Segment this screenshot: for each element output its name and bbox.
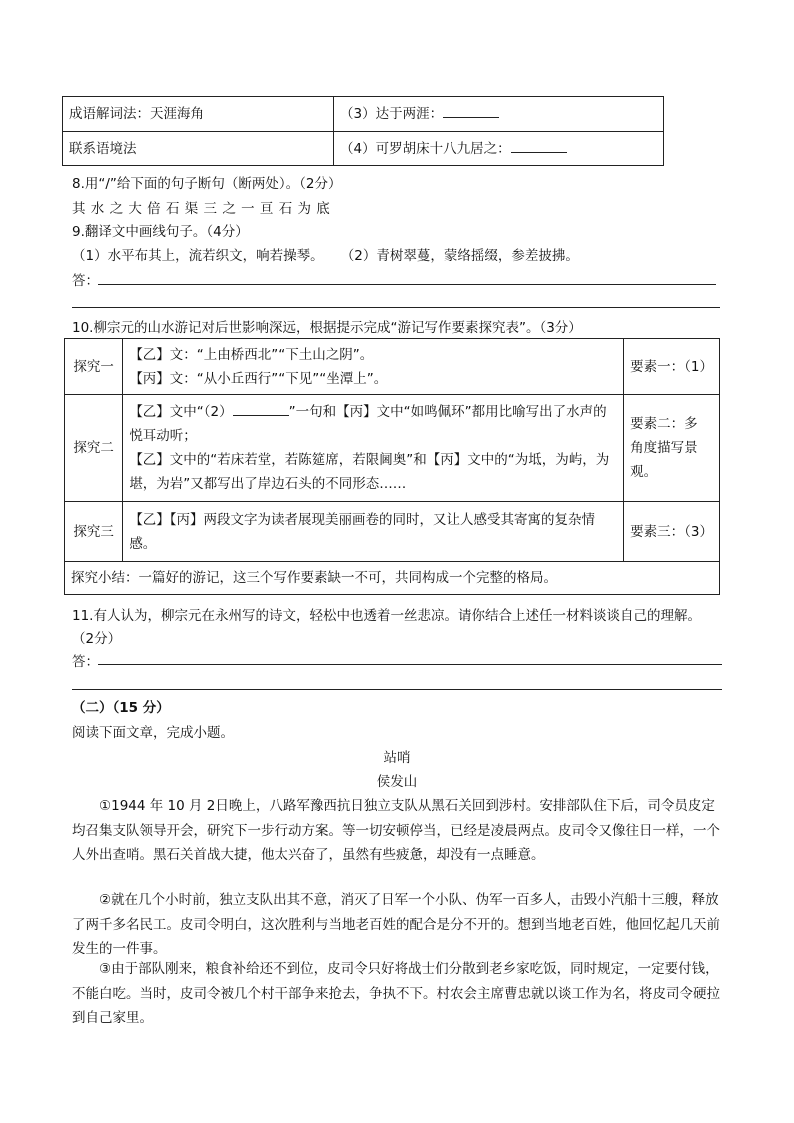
explore-line: 感。 [129,535,157,552]
explore-table [64,338,720,595]
explore-element [624,395,720,502]
explore-element-line: 角度描写景 [630,440,698,456]
explore-label: 探究一 [65,339,123,395]
q11-score: （2分） [72,631,122,647]
q9-answer-line-2[interactable] [72,307,720,308]
idiom-table-cell [334,132,664,166]
q9-answer-line-1[interactable] [98,284,716,285]
q11-answer-line-2[interactable] [72,689,722,690]
answer-blank[interactable] [233,402,289,416]
explore-content [123,395,624,502]
q11-answer-label: 答： [72,654,99,670]
explore-content [123,502,624,562]
idiom-table [62,96,664,166]
idiom-prompt: （4）可罗胡床十八九居之： [340,140,511,157]
section-instruction: 阅读下面文章，完成小题。 [72,725,234,741]
explore-content [123,339,624,395]
explore-line: 堪，为岩”又都写出了岸边石头的不同形态…… [129,476,407,492]
explore-line: 【乙】【丙】两段文字为读者展现美丽画卷的同时，又让人感受其寄寓的复杂情 [129,511,596,528]
explore-line: 【乙】文：“上由桥西北”“下土山之阴”。 [129,346,374,363]
explore-label: 探究三 [65,502,123,562]
q9-title: 9.翻译文中画线句子。（4分） [72,224,249,240]
article-paragraph: ②就在几个小时前，独立支队出其不意，消灭了日军一个小队、伪军一百多人，击毁小汽船十三艘，释放了两千多名民工。皮司令明白，这次胜利与当地老百姓的配合是分不开的。想到当地老百姓，他回忆起几天前发生的一件事。 [72,892,720,957]
answer-blank[interactable] [511,139,567,153]
explore-element-line: 观。 [630,464,658,480]
q8-sentence: 其 水 之 大 倍 石 渠 三 之 一 亘 石 为 底 [72,201,331,217]
q9-answer-label: 答： [72,273,99,289]
idiom-prompt: （3）达于两涯： [340,106,444,122]
idiom-table-cell [334,97,664,132]
article-title: 站哨 [383,750,411,766]
explore-line: 【乙】文中的“若床若堂，若陈筵席，若限阃奥”和【丙】文中的“为坻，为屿，为 [129,452,610,468]
article-author: 侯发山 [376,774,418,790]
q11-title: 11.有人认为，柳宗元在永州写的诗文，轻松中也透着一丝悲凉。请你结合上述任一材料谈谈自己的理解。 [72,608,701,624]
answer-blank[interactable] [443,104,499,118]
explore-label: 探究二 [65,395,123,502]
explore-line-post: ”一句和【丙】文中“如鸣佩环”都用比喻写出了水声的 [288,404,607,420]
q9-items: （1）水平布其上，流若织文，响若操琴。 （2）青树翠蔓，蒙络摇缀，参差披拂。 [72,248,579,264]
q10-title: 10.柳宗元的山水游记对后世影响深远，根据提示完成“游记写作要素探究表”。（3分） [72,320,582,336]
explore-element: 要素三：（3） [624,502,720,562]
section-heading: （二）（15 分） [72,700,170,716]
explore-element: 要素一：（1） [624,339,720,395]
article-paragraph: ③由于部队刚来，粮食补给还不到位，皮司令只好将战士们分散到老乡家吃饭，同时规定，一定要付钱，不能白吃。当时，皮司令被几个村干部争来抢去，争执不下。村农会主席曹忠就以谈工作为名，将皮司令硬拉到自己家里。 [72,961,720,1026]
explore-line: 悦耳动听； [129,428,197,444]
explore-line [129,400,617,424]
idiom-table-cell: 成语解词法：天涯海角 [63,97,334,132]
explore-element-line: 要素二：多 [630,416,698,432]
explore-summary: 探究小结：一篇好的游记，这三个写作要素缺一不可，共同构成一个完整的格局。 [65,562,720,595]
explore-line: 【丙】文：“从小丘西行”“下见”“坐潭上”。 [129,370,388,387]
q8-title: 8.用“/”给下面的句子断句（断两处）。（2分） [72,176,342,192]
q11-answer-line-1[interactable] [98,664,722,665]
article-paragraph: ①1944 年 10 月 2日晚上，八路军豫西抗日独立支队从黑石关回到涉村。安排部队住下后，司令员皮定均召集支队领导开会，研究下一步行动方案。等一切安顿停当，已经是凌晨两点。皮司令又像往日一样，一个人外出查哨。黑石关首战大捷，他太兴奋了，虽然有些疲惫，却没有一点睡意。 [72,798,720,863]
explore-line-pre: 【乙】文中“（2） [129,404,233,420]
idiom-table-cell: 联系语境法 [63,132,334,166]
